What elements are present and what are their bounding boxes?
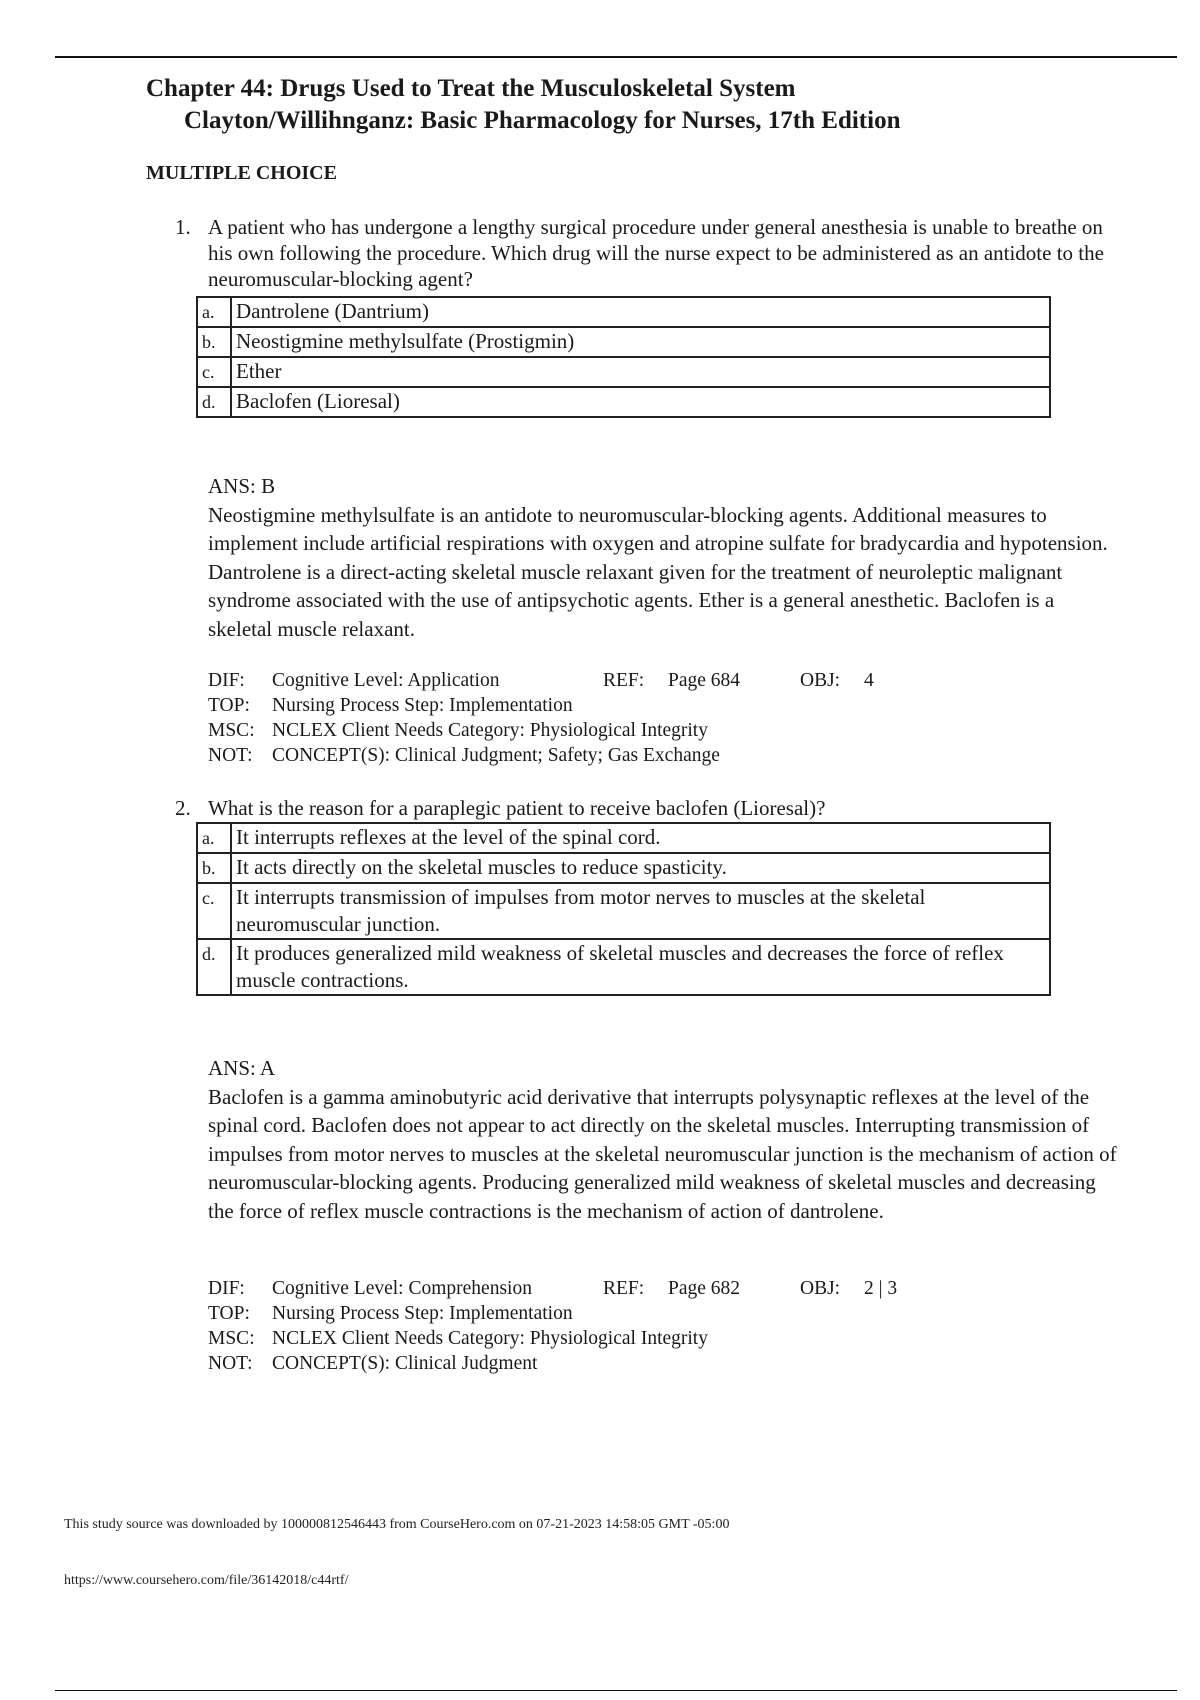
- option-letter: b.: [197, 327, 231, 357]
- option-text: It produces generalized mild weakness of skeletal muscles and decreases the force of reflex muscle contractions.: [231, 939, 1050, 995]
- meta-block-2: [208, 1276, 898, 1376]
- meta-dif: Cognitive Level: Comprehension: [272, 1278, 532, 1299]
- option-letter: d.: [197, 387, 231, 417]
- option-text: Ether: [231, 357, 1050, 387]
- meta-ref: Page 684: [668, 670, 741, 691]
- meta-ref-label: REF:: [603, 1278, 645, 1299]
- option-row[interactable]: [197, 853, 1050, 883]
- meta-msc: NCLEX Client Needs Category: Physiological Integrity: [272, 720, 708, 741]
- option-letter: c.: [197, 357, 231, 387]
- meta-not: CONCEPT(S): Clinical Judgment; Safety; Gas Exchange: [272, 745, 720, 766]
- question-number: 2.: [175, 796, 191, 820]
- answer-block-2: [208, 1054, 1118, 1225]
- option-letter: a.: [197, 823, 231, 853]
- download-note: This study source was downloaded by 100000812546443 from CourseHero.com on 07-21-2023 14:58:05 GMT -05:00: [64, 1517, 730, 1532]
- question-1: [175, 214, 1115, 292]
- option-row[interactable]: [197, 357, 1050, 387]
- meta-dif-label: DIF:: [208, 1278, 245, 1299]
- option-row[interactable]: [197, 387, 1050, 417]
- option-row[interactable]: [197, 823, 1050, 853]
- section-heading: MULTIPLE CHOICE: [146, 162, 337, 184]
- meta-dif-label: DIF:: [208, 670, 245, 691]
- meta-msc-label: MSC:: [208, 720, 255, 741]
- source-url[interactable]: https://www.coursehero.com/file/36142018/c44rtf/: [64, 1573, 349, 1588]
- option-text: Neostigmine methylsulfate (Prostigmin): [231, 327, 1050, 357]
- option-letter: a.: [197, 297, 231, 327]
- meta-not: CONCEPT(S): Clinical Judgment: [272, 1353, 538, 1374]
- meta-top: Nursing Process Step: Implementation: [272, 1303, 573, 1324]
- meta-obj: 4: [864, 670, 874, 691]
- option-text: Baclofen (Lioresal): [231, 387, 1050, 417]
- options-table-2: [196, 822, 1051, 996]
- meta-not-label: NOT:: [208, 1353, 253, 1374]
- title-line-1: Chapter 44: Drugs Used to Treat the Musculoskeletal System: [146, 75, 796, 102]
- answer-key: ANS: B: [208, 474, 276, 498]
- chapter-title: [146, 73, 900, 137]
- rationale: Baclofen is a gamma aminobutyric acid derivative that interrupts polysynaptic reflexes at the level of the spinal cord. Baclofen does not appear to act directly on the skeletal muscles. Interrupting transmission of impulses from motor nerves to muscles at the skeletal neuromuscular junction is the mechanism of action of neuromuscular-blocking agents. Producing generalized mild weakness of skeletal muscles and decreasing the force of reflex muscle contractions is the mechanism of action of dantrolene.: [208, 1084, 1117, 1223]
- meta-obj: 2 | 3: [864, 1278, 898, 1299]
- options-table-1: [196, 296, 1051, 418]
- meta-msc-label: MSC:: [208, 1328, 255, 1349]
- option-text: It acts directly on the skeletal muscles to reduce spasticity.: [231, 853, 1050, 883]
- top-rule: [55, 56, 1177, 58]
- meta-top-label: TOP:: [208, 695, 250, 716]
- question-2: [175, 795, 1115, 821]
- meta-top: Nursing Process Step: Implementation: [272, 695, 573, 716]
- option-letter: d.: [197, 939, 231, 995]
- meta-obj-label: OBJ:: [800, 1278, 841, 1299]
- option-row[interactable]: [197, 297, 1050, 327]
- option-text: Dantrolene (Dantrium): [231, 297, 1050, 327]
- option-row[interactable]: [197, 883, 1050, 939]
- option-row[interactable]: [197, 939, 1050, 995]
- option-letter: b.: [197, 853, 231, 883]
- meta-not-label: NOT:: [208, 745, 253, 766]
- meta-block-1: [208, 668, 874, 768]
- meta-msc: NCLEX Client Needs Category: Physiological Integrity: [272, 1328, 708, 1349]
- question-stem: What is the reason for a paraplegic patient to receive baclofen (Lioresal)?: [208, 796, 826, 820]
- answer-block-1: [208, 472, 1118, 643]
- meta-dif: Cognitive Level: Application: [272, 670, 500, 691]
- option-text: It interrupts transmission of impulses from motor nerves to muscles at the skeletal neuromuscular junction.: [231, 883, 1050, 939]
- title-line-2: Clayton/Willihnganz: Basic Pharmacology for Nurses, 17th Edition: [184, 107, 901, 134]
- question-stem: A patient who has undergone a lengthy surgical procedure under general anesthesia is unable to breathe on his own following the procedure. Which drug will the nurse expect to be administered as an antidote to the neuromuscular-blocking agent?: [208, 215, 1104, 291]
- meta-top-label: TOP:: [208, 1303, 250, 1324]
- answer-key: ANS: A: [208, 1056, 276, 1080]
- meta-obj-label: OBJ:: [800, 670, 841, 691]
- option-row[interactable]: [197, 327, 1050, 357]
- meta-ref: Page 682: [668, 1278, 741, 1299]
- rationale: Neostigmine methylsulfate is an antidote to neuromuscular-blocking agents. Additional measures to implement include artificial respirations with oxygen and atropine sulfate for bradycardia and hypotension. Dantrolene is a direct-acting skeletal muscle relaxant given for the treatment of neuroleptic malignant syndrome associated with the use of antipsychotic agents. Ether is a general anesthetic. Baclofen is a skeletal muscle relaxant.: [208, 502, 1108, 641]
- bottom-rule: [55, 1690, 1177, 1691]
- option-letter: c.: [197, 883, 231, 939]
- meta-ref-label: REF:: [603, 670, 645, 691]
- option-text: It interrupts reflexes at the level of the spinal cord.: [231, 823, 1050, 853]
- question-number: 1.: [175, 215, 191, 239]
